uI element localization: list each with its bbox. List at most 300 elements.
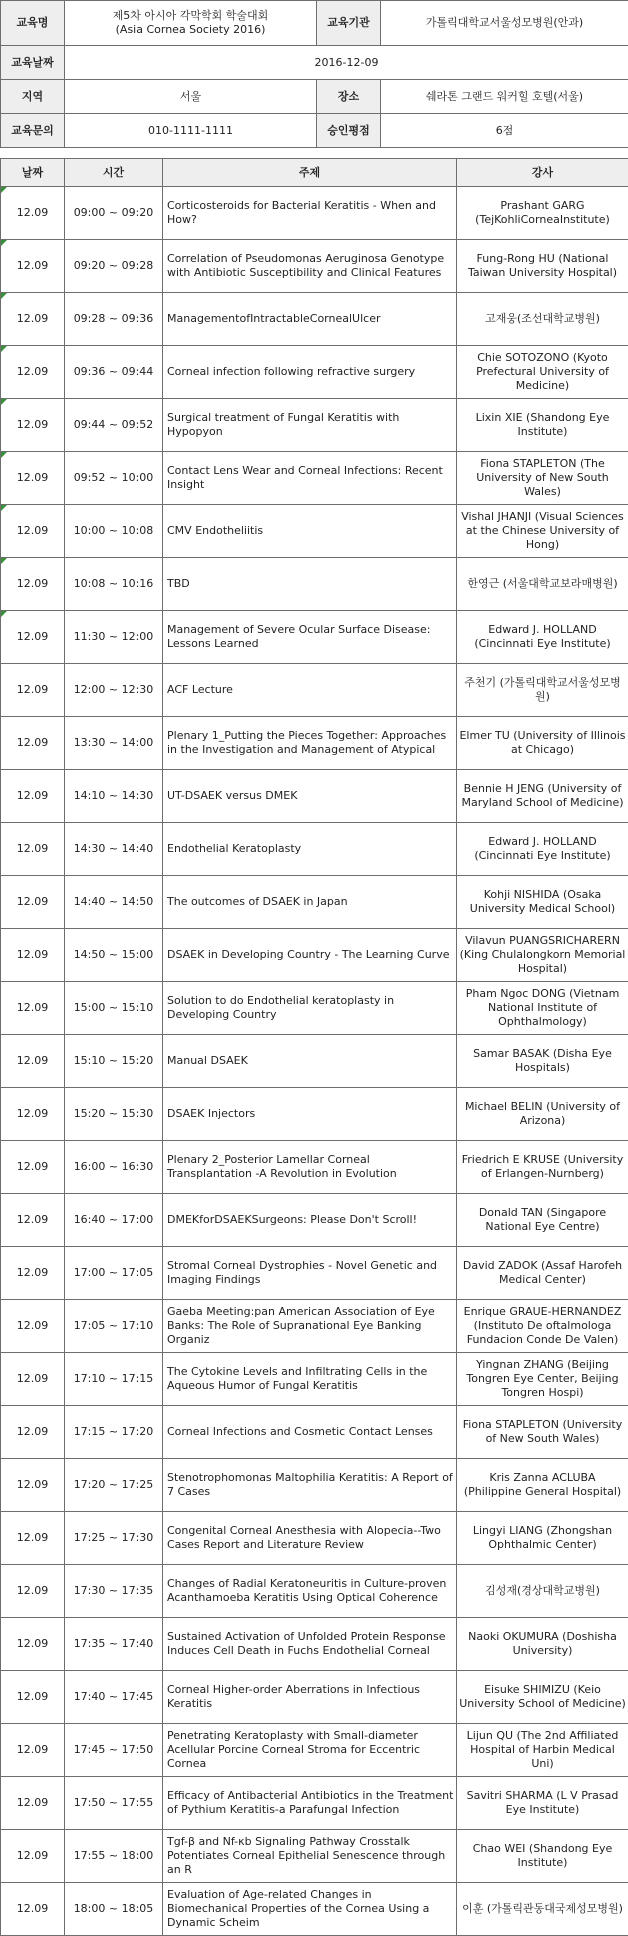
- table-row: [1, 558, 628, 611]
- cell-time-text: 10:08 ~ 10:16: [74, 577, 154, 590]
- course-name-line1: 제5차 아시아 각막학회 학술대회: [67, 9, 314, 23]
- cell-topic: [163, 1353, 457, 1406]
- cell-topic-text: DSAEK Injectors: [167, 1107, 255, 1120]
- cell-speaker: [457, 505, 628, 558]
- cell-speaker: [457, 558, 628, 611]
- cell-speaker: [457, 1247, 628, 1300]
- cell-speaker-text: Chao WEI (Shandong Eye Institute): [473, 1842, 613, 1869]
- institution-value: 가톨릭대학교서울성모병원(안과): [381, 1, 628, 46]
- cell-date-text: 12.09: [17, 1001, 49, 1014]
- table-row: [1, 1777, 628, 1830]
- table-row: [1, 1459, 628, 1512]
- cell-topic-text: DMEKforDSAEKSurgeons: Please Don't Scroll!: [167, 1213, 417, 1226]
- cell-time-text: 17:10 ~ 17:15: [74, 1372, 154, 1385]
- cell-speaker: [457, 240, 628, 293]
- cell-time-text: 17:35 ~ 17:40: [74, 1637, 154, 1650]
- cell-speaker-text: David ZADOK (Assaf Harofeh Medical Center): [463, 1259, 622, 1286]
- cell-date-text: 12.09: [17, 1902, 49, 1915]
- cell-corner-marker-icon: [1, 293, 7, 299]
- cell-time: [65, 664, 163, 717]
- cell-speaker: [457, 399, 628, 452]
- cell-topic: [163, 611, 457, 664]
- cell-topic: [163, 1300, 457, 1353]
- table-row: [1, 770, 628, 823]
- cell-time: [65, 505, 163, 558]
- cell-time: [65, 346, 163, 399]
- table-row: [1, 187, 628, 240]
- cell-speaker: [457, 823, 628, 876]
- cell-topic-text: Penetrating Keratoplasty with Small-diameter Acellular Porcine Corneal Stroma for Eccentric Cornea: [167, 1729, 420, 1770]
- cell-topic: [163, 399, 457, 452]
- course-name-value: [65, 1, 317, 46]
- cell-topic: [163, 876, 457, 929]
- cell-topic: [163, 1088, 457, 1141]
- cell-speaker-text: Chie SOTOZONO (Kyoto Prefectural University of Medicine): [476, 351, 609, 392]
- cell-date-text: 12.09: [17, 630, 49, 643]
- table-row: [1, 1883, 628, 1936]
- cell-speaker: [457, 1300, 628, 1353]
- credits-label: 승인평점: [317, 114, 381, 148]
- cell-topic-text: Tgf-β and Nf-κb Signaling Pathway Crosstalk Potentiates Corneal Epithelial Senescence through an R: [167, 1835, 445, 1876]
- cell-time: [65, 1300, 163, 1353]
- cell-topic: [163, 823, 457, 876]
- cell-speaker: [457, 1724, 628, 1777]
- cell-time: [65, 1247, 163, 1300]
- cell-topic-text: CMV Endotheliitis: [167, 524, 263, 537]
- cell-time: [65, 1035, 163, 1088]
- cell-topic: [163, 1777, 457, 1830]
- cell-topic: [163, 982, 457, 1035]
- cell-topic-text: Corticosteroids for Bacterial Keratitis - When and How?: [167, 199, 436, 226]
- table-row: [1, 346, 628, 399]
- cell-topic-text: The outcomes of DSAEK in Japan: [167, 895, 348, 908]
- cell-topic-text: Stenotrophomonas Maltophilia Keratitis: A Report of 7 Cases: [167, 1471, 453, 1498]
- table-row: [1, 399, 628, 452]
- venue-value: 쉐라톤 그랜드 워커힐 호텔(서울): [381, 80, 628, 114]
- cell-time: [65, 452, 163, 505]
- cell-topic-text: Management of Severe Ocular Surface Disease: Lessons Learned: [167, 623, 431, 650]
- table-row: [1, 876, 628, 929]
- cell-time: [65, 611, 163, 664]
- cell-date-text: 12.09: [17, 1478, 49, 1491]
- cell-time: [65, 1459, 163, 1512]
- cell-topic: [163, 1035, 457, 1088]
- cell-time-text: 16:40 ~ 17:00: [74, 1213, 154, 1226]
- cell-date: [1, 982, 65, 1035]
- cell-time-text: 11:30 ~ 12:00: [74, 630, 154, 643]
- cell-time: [65, 1406, 163, 1459]
- cell-date: [1, 293, 65, 346]
- cell-speaker: [457, 346, 628, 399]
- header-topic: 주제: [163, 159, 457, 187]
- cell-speaker-text: Michael BELIN (University of Arizona): [465, 1100, 620, 1127]
- cell-topic-text: UT-DSAEK versus DMEK: [167, 789, 297, 802]
- cell-topic: [163, 505, 457, 558]
- cell-time-text: 09:44 ~ 09:52: [74, 418, 154, 431]
- cell-topic-text: TBD: [167, 577, 190, 590]
- cell-speaker-text: 한영근 (서울대학교보라매병원): [467, 577, 617, 590]
- course-name-label: 교육명: [1, 1, 65, 46]
- cell-time: [65, 823, 163, 876]
- cell-speaker-text: Kris Zanna ACLUBA (Philippine General Hospital): [464, 1471, 621, 1498]
- cell-speaker: [457, 611, 628, 664]
- table-row: [1, 1247, 628, 1300]
- cell-time-text: 17:20 ~ 17:25: [74, 1478, 154, 1491]
- table-row: [1, 1724, 628, 1777]
- cell-corner-marker-icon: [1, 452, 7, 458]
- cell-time: [65, 293, 163, 346]
- cell-time: [65, 240, 163, 293]
- cell-speaker: [457, 1194, 628, 1247]
- cell-date: [1, 1088, 65, 1141]
- cell-topic: [163, 293, 457, 346]
- schedule-body: [1, 187, 628, 1936]
- cell-topic-text: ACF Lecture: [167, 683, 233, 696]
- cell-time: [65, 1618, 163, 1671]
- cell-speaker: [457, 293, 628, 346]
- cell-speaker-text: 이훈 (가톨릭관동대국제성모병원): [462, 1902, 623, 1915]
- cell-topic: [163, 187, 457, 240]
- cell-date-text: 12.09: [17, 736, 49, 749]
- cell-speaker: [457, 452, 628, 505]
- cell-date: [1, 1830, 65, 1883]
- cell-time-text: 15:00 ~ 15:10: [74, 1001, 154, 1014]
- cell-topic-text: Stromal Corneal Dystrophies - Novel Genetic and Imaging Findings: [167, 1259, 437, 1286]
- cell-date-text: 12.09: [17, 206, 49, 219]
- cell-speaker: [457, 1088, 628, 1141]
- cell-date-text: 12.09: [17, 1849, 49, 1862]
- cell-topic: [163, 1671, 457, 1724]
- cell-speaker-text: Fung-Rong HU (National Taiwan University Hospital): [468, 252, 617, 279]
- table-row: [1, 717, 628, 770]
- institution-label: 교육기관: [317, 1, 381, 46]
- cell-time: [65, 1883, 163, 1936]
- cell-time: [65, 1353, 163, 1406]
- table-row: [1, 1565, 628, 1618]
- cell-speaker-text: Lingyi LIANG (Zhongshan Ophthalmic Center): [473, 1524, 612, 1551]
- cell-topic: [163, 1618, 457, 1671]
- cell-date: [1, 1406, 65, 1459]
- cell-date-text: 12.09: [17, 259, 49, 272]
- cell-time-text: 09:00 ~ 09:20: [74, 206, 154, 219]
- cell-time: [65, 558, 163, 611]
- cell-topic: [163, 240, 457, 293]
- cell-date: [1, 1353, 65, 1406]
- cell-time-text: 14:50 ~ 15:00: [74, 948, 154, 961]
- cell-date-text: 12.09: [17, 1213, 49, 1226]
- cell-speaker: [457, 1618, 628, 1671]
- table-row: [1, 1194, 628, 1247]
- table-row: [1, 1141, 628, 1194]
- cell-time-text: 09:28 ~ 09:36: [74, 312, 154, 325]
- cell-time: [65, 1830, 163, 1883]
- cell-date: [1, 876, 65, 929]
- cell-speaker-text: Enrique GRAUE-HERNANDEZ (Instituto De oftalmologa Fundacion Conde De Valen): [464, 1305, 622, 1346]
- cell-time-text: 13:30 ~ 14:00: [74, 736, 154, 749]
- cell-speaker-text: Pham Ngoc DONG (Vietnam National Institute of Ophthalmology): [466, 987, 620, 1028]
- cell-date-text: 12.09: [17, 365, 49, 378]
- cell-corner-marker-icon: [1, 187, 7, 193]
- table-row: [1, 1035, 628, 1088]
- cell-speaker-text: 주천기 (가톨릭대학교서울성모병원): [464, 676, 621, 703]
- cell-date-text: 12.09: [17, 312, 49, 325]
- cell-topic-text: Surgical treatment of Fungal Keratitis with Hypopyon: [167, 411, 399, 438]
- cell-date-text: 12.09: [17, 1584, 49, 1597]
- cell-time: [65, 770, 163, 823]
- cell-speaker: [457, 1883, 628, 1936]
- cell-speaker: [457, 1565, 628, 1618]
- cell-date-text: 12.09: [17, 1637, 49, 1650]
- contact-label: 교육문의: [1, 114, 65, 148]
- cell-date-text: 12.09: [17, 577, 49, 590]
- table-row: [1, 1671, 628, 1724]
- cell-speaker-text: Naoki OKUMURA (Doshisha University): [468, 1630, 617, 1657]
- cell-date-text: 12.09: [17, 1425, 49, 1438]
- cell-topic: [163, 1141, 457, 1194]
- cell-date: [1, 558, 65, 611]
- cell-date-text: 12.09: [17, 471, 49, 484]
- cell-time: [65, 1724, 163, 1777]
- cell-time: [65, 982, 163, 1035]
- cell-corner-marker-icon: [1, 558, 7, 564]
- cell-date-text: 12.09: [17, 789, 49, 802]
- cell-topic: [163, 1724, 457, 1777]
- cell-speaker: [457, 717, 628, 770]
- table-row: [1, 929, 628, 982]
- table-row: [1, 505, 628, 558]
- table-row: [1, 982, 628, 1035]
- cell-time: [65, 1565, 163, 1618]
- cell-date-text: 12.09: [17, 948, 49, 961]
- cell-date-text: 12.09: [17, 1690, 49, 1703]
- table-row: [1, 823, 628, 876]
- cell-date: [1, 1512, 65, 1565]
- date-value: 2016-12-09: [65, 46, 628, 80]
- cell-topic: [163, 346, 457, 399]
- cell-time-text: 18:00 ~ 18:05: [74, 1902, 154, 1915]
- cell-time-text: 17:00 ~ 17:05: [74, 1266, 154, 1279]
- cell-speaker: [457, 876, 628, 929]
- cell-date-text: 12.09: [17, 1054, 49, 1067]
- header-date: 날짜: [1, 159, 65, 187]
- cell-date: [1, 1724, 65, 1777]
- cell-time-text: 16:00 ~ 16:30: [74, 1160, 154, 1173]
- venue-label: 장소: [317, 80, 381, 114]
- cell-date: [1, 1300, 65, 1353]
- cell-speaker-text: Samar BASAK (Disha Eye Hospitals): [473, 1047, 612, 1074]
- cell-speaker-text: Savitri SHARMA (L V Prasad Eye Institute): [467, 1789, 619, 1816]
- cell-topic: [163, 1406, 457, 1459]
- cell-date: [1, 717, 65, 770]
- cell-time-text: 14:10 ~ 14:30: [74, 789, 154, 802]
- cell-topic-text: Sustained Activation of Unfolded Protein Response Induces Cell Death in Fuchs Endothelial Corneal: [167, 1630, 445, 1657]
- cell-date-text: 12.09: [17, 1531, 49, 1544]
- cell-speaker: [457, 929, 628, 982]
- cell-topic-text: Contact Lens Wear and Corneal Infections: Recent Insight: [167, 464, 443, 491]
- cell-speaker: [457, 770, 628, 823]
- cell-speaker: [457, 1777, 628, 1830]
- cell-topic-text: Efficacy of Antibacterial Antibiotics in the Treatment of Pythium Keratitis-a Parafungal Infection: [167, 1789, 453, 1816]
- cell-speaker: [457, 1035, 628, 1088]
- cell-speaker: [457, 1459, 628, 1512]
- cell-speaker-text: Donald TAN (Singapore National Eye Centre): [479, 1206, 606, 1233]
- cell-date: [1, 1671, 65, 1724]
- cell-time-text: 17:45 ~ 17:50: [74, 1743, 154, 1756]
- cell-time-text: 17:05 ~ 17:10: [74, 1319, 154, 1332]
- cell-topic-text: Gaeba Meeting:pan American Association of Eye Banks: The Role of Supranational Eye Banking Organiz: [167, 1305, 435, 1346]
- table-row: [1, 1300, 628, 1353]
- cell-speaker-text: Lijun QU (The 2nd Affiliated Hospital of Harbin Medical Uni): [467, 1729, 619, 1770]
- cell-date-text: 12.09: [17, 524, 49, 537]
- cell-topic: [163, 452, 457, 505]
- cell-speaker-text: Vishal JHANJI (Visual Sciences at the Chinese University of Hong): [461, 510, 624, 551]
- cell-date: [1, 1141, 65, 1194]
- header-time: 시간: [65, 159, 163, 187]
- cell-date-text: 12.09: [17, 1107, 49, 1120]
- date-label: 교육날짜: [1, 46, 65, 80]
- cell-date-text: 12.09: [17, 418, 49, 431]
- cell-time-text: 09:36 ~ 09:44: [74, 365, 154, 378]
- course-name-line2: (Asia Cornea Society 2016): [67, 23, 314, 37]
- cell-topic-text: Evaluation of Age-related Changes in Biomechanical Properties of the Cornea Using a Dynamic Scheim: [167, 1888, 429, 1929]
- cell-time-text: 14:40 ~ 14:50: [74, 895, 154, 908]
- cell-corner-marker-icon: [1, 611, 7, 617]
- cell-speaker-text: 고재웅(조선대학교병원): [485, 312, 600, 325]
- cell-speaker-text: 김성재(경상대학교병원): [485, 1584, 600, 1597]
- cell-speaker-text: Bennie H JENG (University of Maryland School of Medicine): [461, 782, 623, 809]
- cell-topic-text: Changes of Radial Keratoneuritis in Culture-proven Acanthamoeba Keratitis Using Optical Coherence: [167, 1577, 446, 1604]
- cell-date-text: 12.09: [17, 683, 49, 696]
- cell-topic: [163, 1194, 457, 1247]
- table-row: [1, 1088, 628, 1141]
- schedule-table: [0, 158, 628, 1936]
- cell-corner-marker-icon: [1, 505, 7, 511]
- cell-date-text: 12.09: [17, 1319, 49, 1332]
- table-row: [1, 611, 628, 664]
- contact-value: 010-1111-1111: [65, 114, 317, 148]
- cell-speaker: [457, 1671, 628, 1724]
- cell-time-text: 15:20 ~ 15:30: [74, 1107, 154, 1120]
- cell-time-text: 17:25 ~ 17:30: [74, 1531, 154, 1544]
- cell-topic-text: Correlation of Pseudomonas Aeruginosa Genotype with Antibiotic Susceptibility and Clinical Features: [167, 252, 444, 279]
- cell-date: [1, 399, 65, 452]
- cell-speaker-text: Lixin XIE (Shandong Eye Institute): [476, 411, 610, 438]
- cell-time: [65, 717, 163, 770]
- cell-date: [1, 823, 65, 876]
- region-value: 서울: [65, 80, 317, 114]
- cell-speaker-text: Yingnan ZHANG (Beijing Tongren Eye Center, Beijing Tongren Hospi): [466, 1358, 618, 1399]
- cell-time: [65, 187, 163, 240]
- cell-date: [1, 1459, 65, 1512]
- cell-topic: [163, 717, 457, 770]
- cell-speaker: [457, 1512, 628, 1565]
- cell-time-text: 17:55 ~ 18:00: [74, 1849, 154, 1862]
- cell-topic: [163, 1883, 457, 1936]
- cell-topic: [163, 929, 457, 982]
- cell-topic: [163, 770, 457, 823]
- cell-date: [1, 452, 65, 505]
- cell-date: [1, 187, 65, 240]
- table-row: [1, 1512, 628, 1565]
- cell-speaker-text: Friedrich E KRUSE (University of Erlangen-Nurnberg): [462, 1153, 624, 1180]
- cell-date: [1, 664, 65, 717]
- cell-speaker: [457, 187, 628, 240]
- cell-date: [1, 929, 65, 982]
- cell-speaker: [457, 1406, 628, 1459]
- cell-topic: [163, 1247, 457, 1300]
- cell-speaker-text: Elmer TU (University of Illinois at Chicago): [459, 729, 625, 756]
- cell-time-text: 14:30 ~ 14:40: [74, 842, 154, 855]
- region-label: 지역: [1, 80, 65, 114]
- cell-date-text: 12.09: [17, 895, 49, 908]
- cell-speaker-text: Eisuke SHIMIZU (Keio University School of Medicine): [459, 1683, 626, 1710]
- cell-topic: [163, 558, 457, 611]
- cell-time: [65, 1512, 163, 1565]
- cell-topic-text: Congenital Corneal Anesthesia with Alopecia--Two Cases Report and Literature Review: [167, 1524, 441, 1551]
- cell-date: [1, 346, 65, 399]
- table-row: [1, 240, 628, 293]
- table-row: [1, 452, 628, 505]
- cell-date: [1, 770, 65, 823]
- cell-date: [1, 240, 65, 293]
- table-row: [1, 664, 628, 717]
- cell-time: [65, 929, 163, 982]
- cell-topic-text: Corneal Infections and Cosmetic Contact Lenses: [167, 1425, 433, 1438]
- cell-date: [1, 611, 65, 664]
- cell-time: [65, 1141, 163, 1194]
- cell-date: [1, 1883, 65, 1936]
- cell-topic: [163, 1459, 457, 1512]
- cell-time-text: 17:30 ~ 17:35: [74, 1584, 154, 1597]
- schedule-header-row: [1, 159, 628, 187]
- table-row: [1, 1353, 628, 1406]
- cell-topic-text: The Cytokine Levels and Infiltrating Cells in the Aqueous Humor of Fungal Keratitis: [167, 1365, 427, 1392]
- cell-date: [1, 1194, 65, 1247]
- cell-topic: [163, 1565, 457, 1618]
- cell-time-text: 10:00 ~ 10:08: [74, 524, 154, 537]
- cell-time-text: 17:40 ~ 17:45: [74, 1690, 154, 1703]
- cell-topic-text: Endothelial Keratoplasty: [167, 842, 301, 855]
- cell-time: [65, 1777, 163, 1830]
- cell-topic-text: Plenary 1_Putting the Pieces Together: Approaches in the Investigation and Management of Atypical: [167, 729, 446, 756]
- cell-topic-text: ManagementofIntractableCornealUlcer: [167, 312, 381, 325]
- cell-speaker-text: Prashant GARG (TejKohliCorneaInstitute): [475, 199, 610, 226]
- cell-date: [1, 1565, 65, 1618]
- table-row: [1, 293, 628, 346]
- cell-time-text: 09:20 ~ 09:28: [74, 259, 154, 272]
- cell-speaker: [457, 1353, 628, 1406]
- header-speaker: 강사: [457, 159, 628, 187]
- credits-value: 6점: [381, 114, 628, 148]
- cell-speaker: [457, 1830, 628, 1883]
- cell-topic: [163, 1830, 457, 1883]
- course-info-table: [0, 0, 628, 148]
- cell-speaker: [457, 982, 628, 1035]
- cell-time: [65, 1194, 163, 1247]
- cell-speaker-text: Fiona STAPLETON (The University of New South Wales): [476, 457, 609, 498]
- cell-speaker: [457, 1141, 628, 1194]
- cell-speaker-text: Edward J. HOLLAND (Cincinnati Eye Institute): [474, 623, 610, 650]
- cell-time-text: 12:00 ~ 12:30: [74, 683, 154, 696]
- cell-speaker-text: Kohji NISHIDA (Osaka University Medical School): [470, 888, 615, 915]
- cell-topic: [163, 1512, 457, 1565]
- cell-date-text: 12.09: [17, 842, 49, 855]
- cell-date-text: 12.09: [17, 1743, 49, 1756]
- cell-date-text: 12.09: [17, 1266, 49, 1279]
- cell-topic-text: Corneal Higher-order Aberrations in Infectious Keratitis: [167, 1683, 420, 1710]
- cell-corner-marker-icon: [1, 240, 7, 246]
- cell-date-text: 12.09: [17, 1796, 49, 1809]
